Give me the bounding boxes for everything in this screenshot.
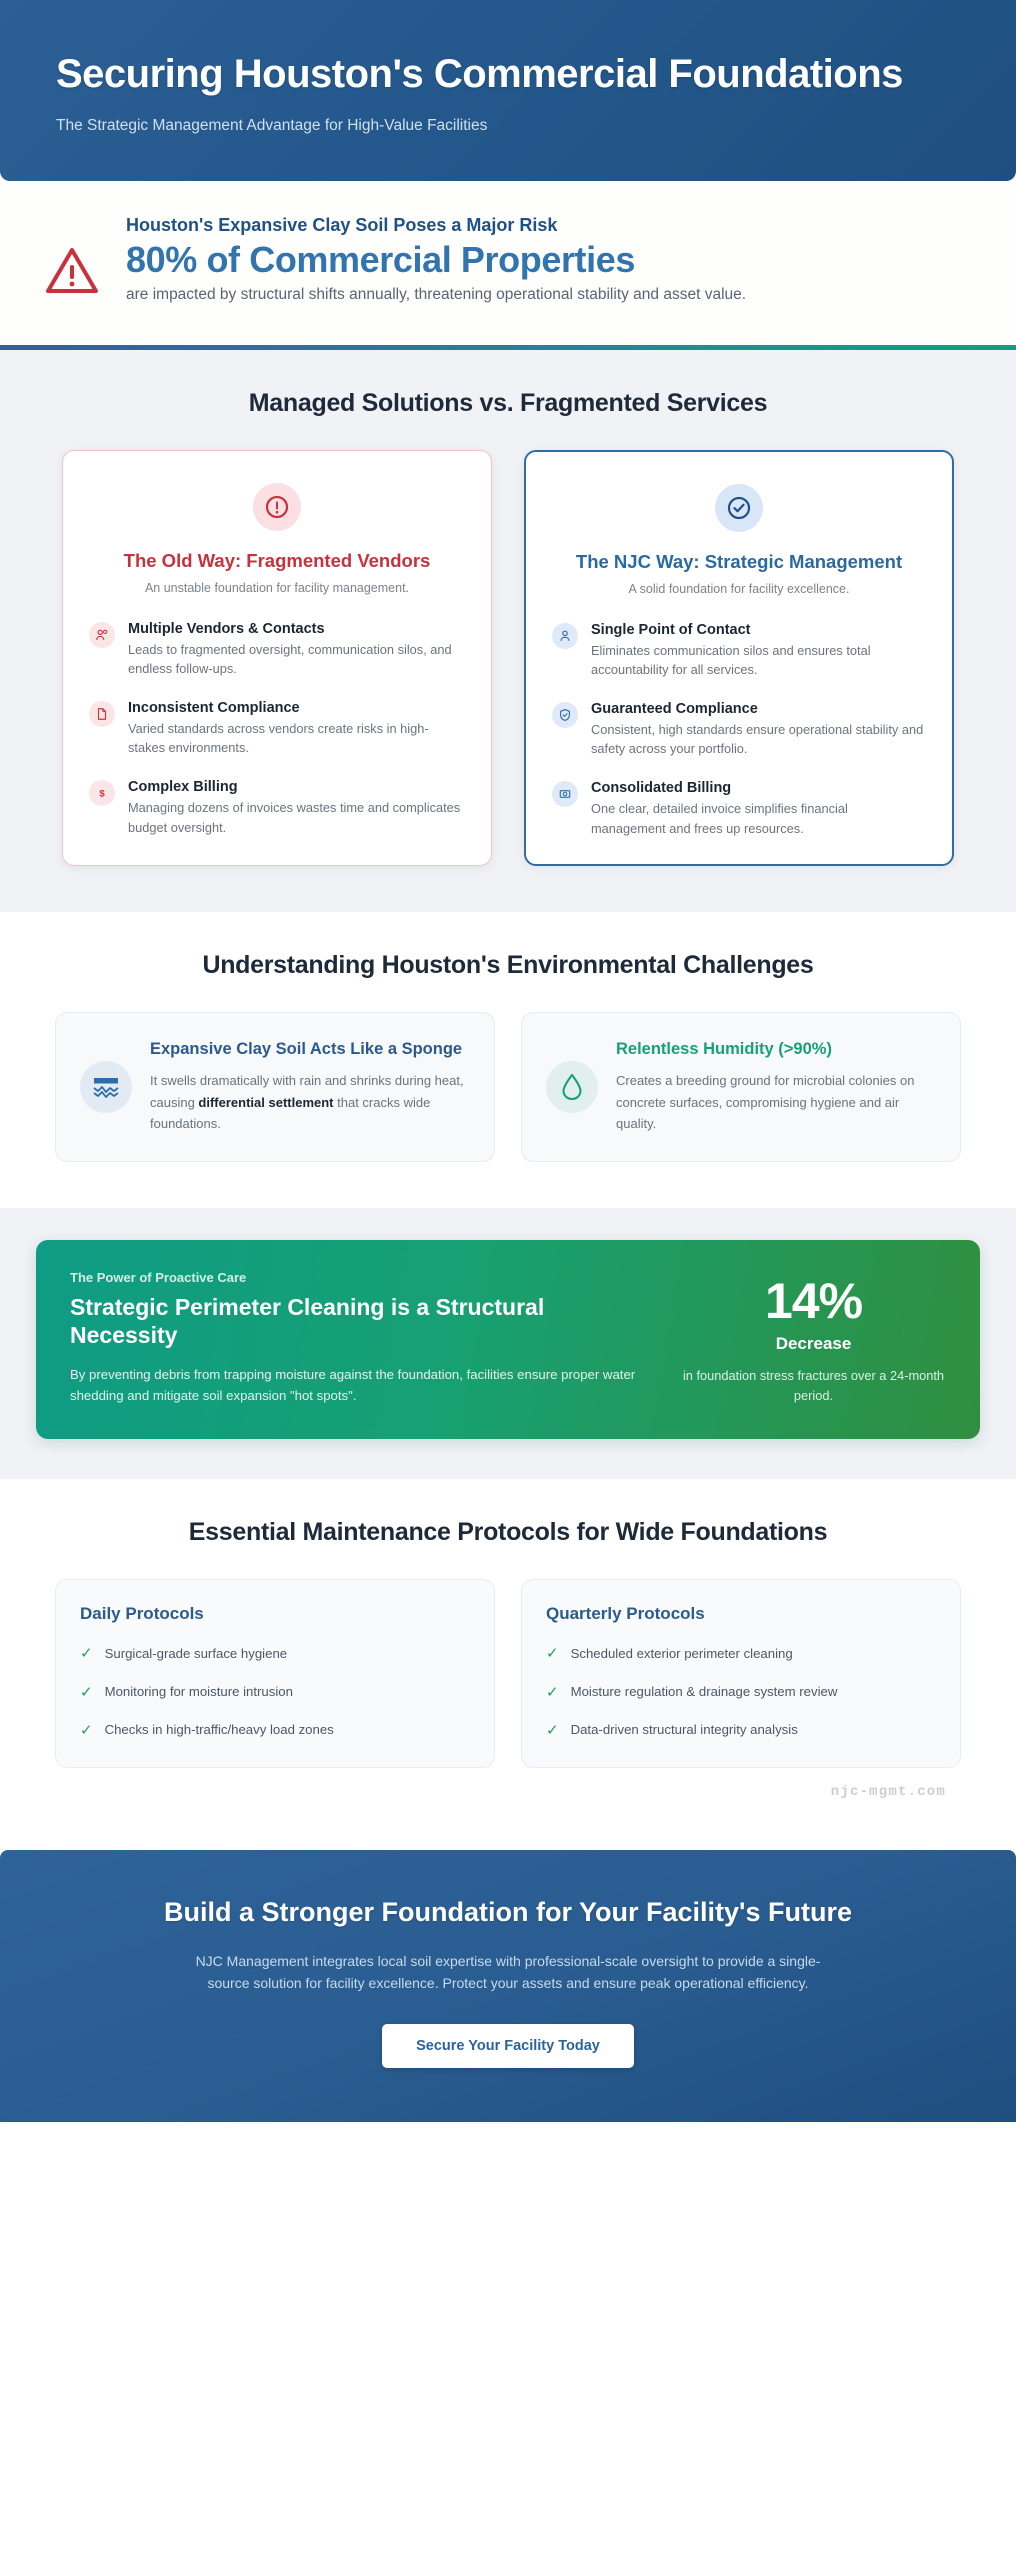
clay-soil-card bbox=[55, 1012, 495, 1162]
cta-heading: Build a Stronger Foundation for Your Facility's Future bbox=[164, 1896, 852, 1927]
environment-section bbox=[0, 912, 1016, 1208]
stat-label: Decrease bbox=[775, 1333, 852, 1353]
protocols-section bbox=[0, 1479, 1016, 1850]
risk-alert-text bbox=[126, 215, 926, 307]
proactive-stat bbox=[681, 1270, 946, 1407]
environment-cards bbox=[36, 1012, 980, 1162]
list-item bbox=[552, 701, 926, 758]
protocol-cards bbox=[36, 1579, 980, 1768]
comparison-cards bbox=[36, 450, 980, 866]
humidity-card bbox=[521, 1012, 961, 1162]
comparison-section-title: Managed Solutions vs. Fragmented Services bbox=[248, 388, 768, 417]
risk-kicker: Houston's Expansive Clay Soil Poses a Major Risk bbox=[126, 214, 558, 235]
cta-body: NJC Management integrates local soil expertise with professional-scale oversight to provide a single-source solution for facility excellence. Protect your assets and ensure peak operational efficiency. bbox=[195, 1952, 821, 1992]
proactive-kicker: The Power of Proactive Care bbox=[70, 1269, 247, 1285]
list-item-heading: Consolidated Billing bbox=[591, 780, 732, 797]
old-way-subtitle: An unstable foundation for facility management. bbox=[144, 580, 410, 595]
check-icon: ✓ bbox=[546, 1683, 559, 1701]
list-item-label: Checks in high-traffic/heavy load zones bbox=[104, 1722, 334, 1738]
list-item-label: Data-driven structural integrity analysis bbox=[570, 1722, 798, 1738]
soil-layers-icon bbox=[80, 1061, 132, 1113]
list-item bbox=[546, 1720, 936, 1740]
document-icon bbox=[89, 701, 115, 727]
dollar-icon bbox=[89, 780, 115, 806]
njc-way-subtitle: A solid foundation for facility excellence. bbox=[628, 581, 850, 596]
comparison-section bbox=[0, 350, 1016, 912]
proactive-card bbox=[36, 1240, 980, 1439]
clay-text-after: that cracks wide foundations. bbox=[150, 1094, 431, 1132]
humidity-text: Creates a breeding ground for microbial colonies on concrete surfaces, compromising hygiene and air quality. bbox=[616, 1073, 915, 1132]
proactive-copy bbox=[70, 1270, 647, 1407]
users-icon bbox=[89, 622, 115, 648]
alert-circle-icon bbox=[253, 483, 301, 531]
list-item bbox=[89, 779, 465, 836]
list-item bbox=[89, 700, 465, 757]
cta-section bbox=[0, 1850, 1016, 2123]
list-item-text: Leads to fragmented oversight, communication silos, and endless follow-ups. bbox=[128, 641, 452, 676]
clay-soil-text bbox=[150, 1070, 470, 1134]
risk-body: are impacted by structural shifts annually, threatening operational stability and asset value. bbox=[126, 286, 747, 304]
daily-protocols-heading: Daily Protocols bbox=[80, 1603, 204, 1623]
shield-check-icon bbox=[552, 702, 578, 728]
list-item-text: Eliminates communication silos and ensures total accountability for all services. bbox=[591, 642, 871, 677]
check-icon: ✓ bbox=[80, 1645, 93, 1663]
list-item-text: Varied standards across vendors create risks in high-stakes environments. bbox=[128, 721, 429, 756]
humidity-heading: Relentless Humidity (>90%) bbox=[616, 1039, 832, 1058]
svg-text:$: $ bbox=[99, 788, 105, 800]
risk-alert-section bbox=[0, 181, 1016, 345]
list-item-heading: Single Point of Contact bbox=[591, 621, 751, 638]
page-title: Securing Houston's Commercial Foundations bbox=[56, 52, 903, 96]
clay-text-bold: differential settlement bbox=[198, 1094, 334, 1110]
check-icon: ✓ bbox=[80, 1683, 93, 1701]
risk-stat: 80% of Commercial Properties bbox=[126, 238, 635, 280]
quarterly-protocols-list bbox=[546, 1644, 936, 1741]
quarterly-protocols-heading: Quarterly Protocols bbox=[546, 1603, 705, 1623]
list-item-heading: Inconsistent Compliance bbox=[128, 700, 300, 717]
stat-note: in foundation stress fractures over a 24-month period. bbox=[682, 1367, 945, 1404]
list-item bbox=[89, 621, 465, 678]
check-icon: ✓ bbox=[546, 1645, 559, 1663]
list-item-label: Surgical-grade surface hygiene bbox=[104, 1645, 288, 1661]
old-way-title: The Old Way: Fragmented Vendors bbox=[123, 549, 431, 571]
list-item bbox=[80, 1644, 470, 1664]
list-item-text: One clear, detailed invoice simplifies financial management and frees up resources. bbox=[591, 801, 848, 836]
list-item-text: Consistent, high standards ensure operational stability and safety across your portfolio. bbox=[591, 722, 924, 757]
clay-text-before: It swells dramatically with rain and shrinks during heat, causing bbox=[150, 1073, 464, 1110]
invoice-icon bbox=[552, 781, 578, 807]
warning-triangle-icon bbox=[44, 245, 100, 302]
hero-subtitle: The Strategic Management Advantage for High-Value Facilities bbox=[56, 116, 488, 134]
secure-facility-button[interactable]: Secure Your Facility Today bbox=[382, 2024, 634, 2068]
clay-soil-heading: Expansive Clay Soil Acts Like a Sponge bbox=[150, 1039, 463, 1058]
old-way-list bbox=[89, 621, 465, 837]
proactive-heading: Strategic Perimeter Cleaning is a Structural Necessity bbox=[70, 1293, 545, 1349]
daily-protocols-list bbox=[80, 1644, 470, 1741]
daily-protocols-card bbox=[55, 1579, 495, 1768]
check-icon: ✓ bbox=[546, 1722, 559, 1740]
list-item bbox=[80, 1720, 470, 1740]
list-item-label: Scheduled exterior perimeter cleaning bbox=[570, 1645, 793, 1661]
list-item bbox=[552, 622, 926, 679]
water-droplet-icon bbox=[546, 1061, 598, 1113]
list-item bbox=[546, 1644, 936, 1664]
list-item-text: Managing dozens of invoices wastes time and complicates budget oversight. bbox=[128, 800, 461, 835]
proactive-body: By preventing debris from trapping moisture against the foundation, facilities ensure proper water shedding and mitigate soil expansion "hot spots". bbox=[70, 1367, 636, 1404]
environment-section-title: Understanding Houston's Environmental Challenges bbox=[202, 950, 814, 979]
list-item bbox=[546, 1682, 936, 1702]
njc-way-title: The NJC Way: Strategic Management bbox=[575, 550, 903, 572]
proactive-section bbox=[0, 1208, 1016, 1479]
protocols-section-title: Essential Maintenance Protocols for Wide Foundations bbox=[188, 1517, 828, 1546]
njc-way-list bbox=[552, 622, 926, 838]
watermark: njc-mgmt.com bbox=[830, 1783, 946, 1800]
list-item bbox=[552, 780, 926, 837]
hero-section bbox=[0, 0, 1016, 181]
njc-way-card bbox=[524, 450, 954, 866]
check-circle-icon bbox=[715, 484, 763, 532]
user-icon bbox=[552, 623, 578, 649]
list-item-label: Monitoring for moisture intrusion bbox=[104, 1683, 293, 1699]
stat-number: 14% bbox=[764, 1272, 863, 1329]
list-item-heading: Complex Billing bbox=[128, 779, 238, 796]
list-item-label: Moisture regulation & drainage system review bbox=[570, 1683, 838, 1699]
check-icon: ✓ bbox=[80, 1722, 93, 1740]
old-way-card bbox=[62, 450, 492, 866]
list-item-heading: Multiple Vendors & Contacts bbox=[128, 620, 325, 637]
list-item-heading: Guaranteed Compliance bbox=[591, 701, 758, 718]
list-item bbox=[80, 1682, 470, 1702]
quarterly-protocols-card bbox=[521, 1579, 961, 1768]
